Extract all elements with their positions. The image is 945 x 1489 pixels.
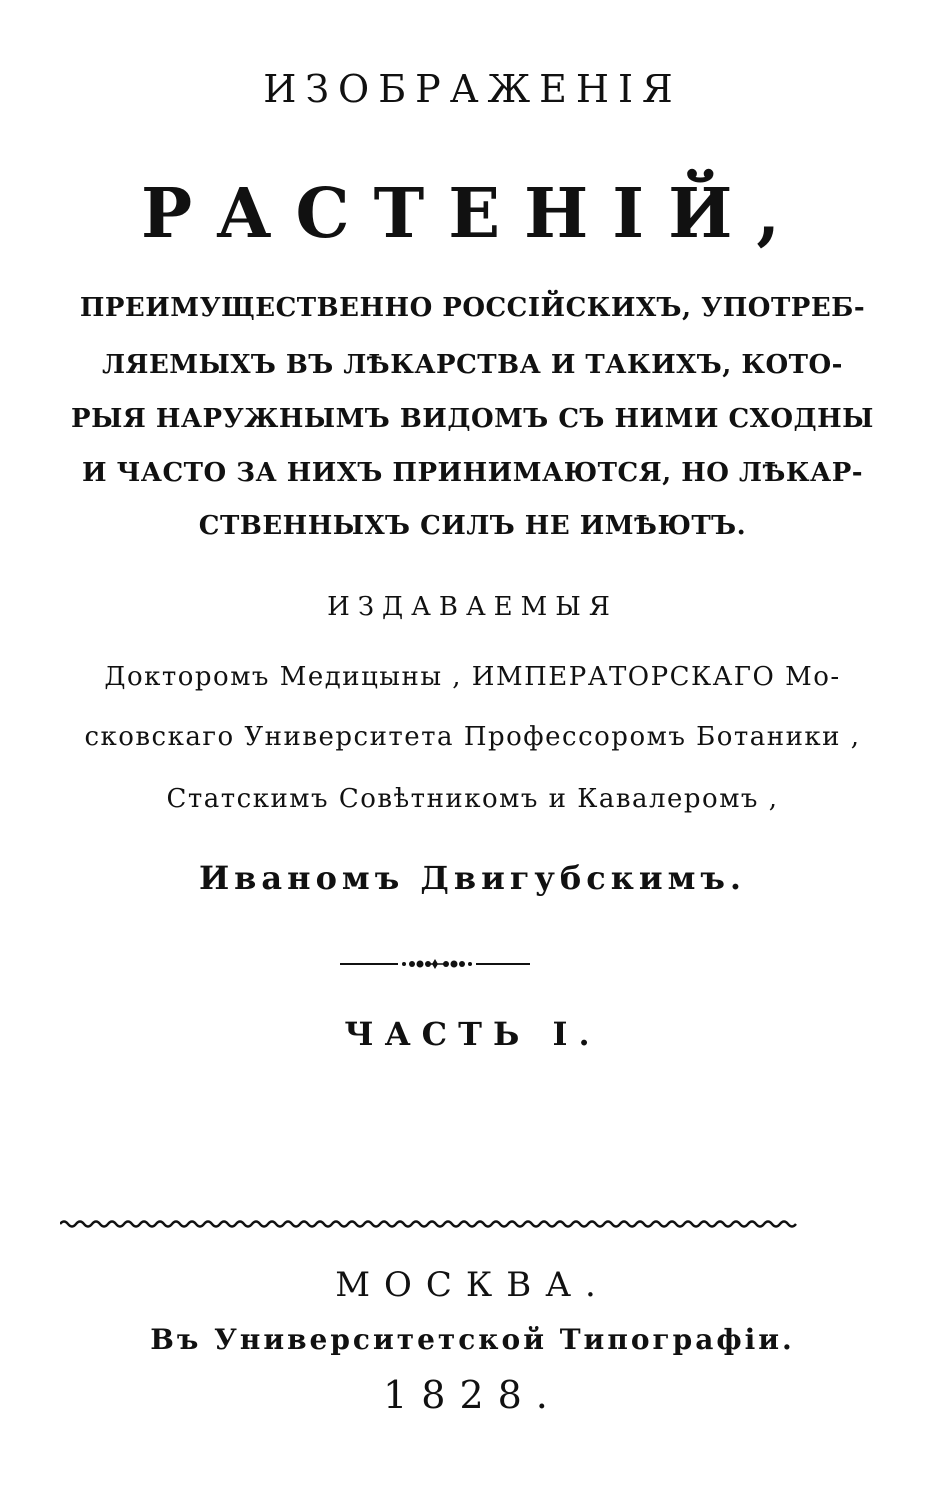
imprint-press: Въ Университетской Типографіи. [150,1323,795,1356]
subtitle-line: ПРЕИМУЩЕСТВЕННО РОССІЙСКИХЪ, УПОТРЕБ- [79,293,866,323]
subtitle-line: ЛЯЕМЫХЪ ВЪ ЛѢКАРСТВА И ТАКИХЪ, КОТО- [102,350,843,380]
subtitle-line: РЫЯ НАРУЖНЫМЪ ВИДОМЪ СЪ НИМИ СХОДНЫ [71,404,874,434]
subtitle-line: И ЧАСТО ЗА НИХЪ ПРИНИМАЮТСЯ, НО ЛѢКАР- [81,458,864,488]
title-line-2: РАСТЕНІЙ, [140,174,805,254]
part-number: ЧАСТЬ I. [344,1015,601,1053]
credentials-line: сковскаго Университета Профессоромъ Ботаники , [84,722,861,752]
wavy-rule [60,1219,800,1229]
imprint-year: 1828. [383,1373,562,1417]
subtitle-line: СТВЕННЫХЪ СИЛЪ НЕ ИМѢЮТЪ. [198,511,747,541]
imprint-city: МОСКВА. [335,1265,610,1305]
credentials-line: Статскимъ Совѣтникомъ и Кавалеромъ , [166,784,779,814]
author-name: Иваномъ Двигубскимъ. [198,859,747,897]
issued-by-label: ИЗДАВАЕМЫЯ [327,592,618,622]
title-line-1: ИЗОБРАЖЕНІЯ [263,67,682,111]
credentials-line: Докторомъ Медицыны , ИМПЕРАТОРСКАГО Мо- [104,662,841,692]
ornament-divider [340,958,530,970]
